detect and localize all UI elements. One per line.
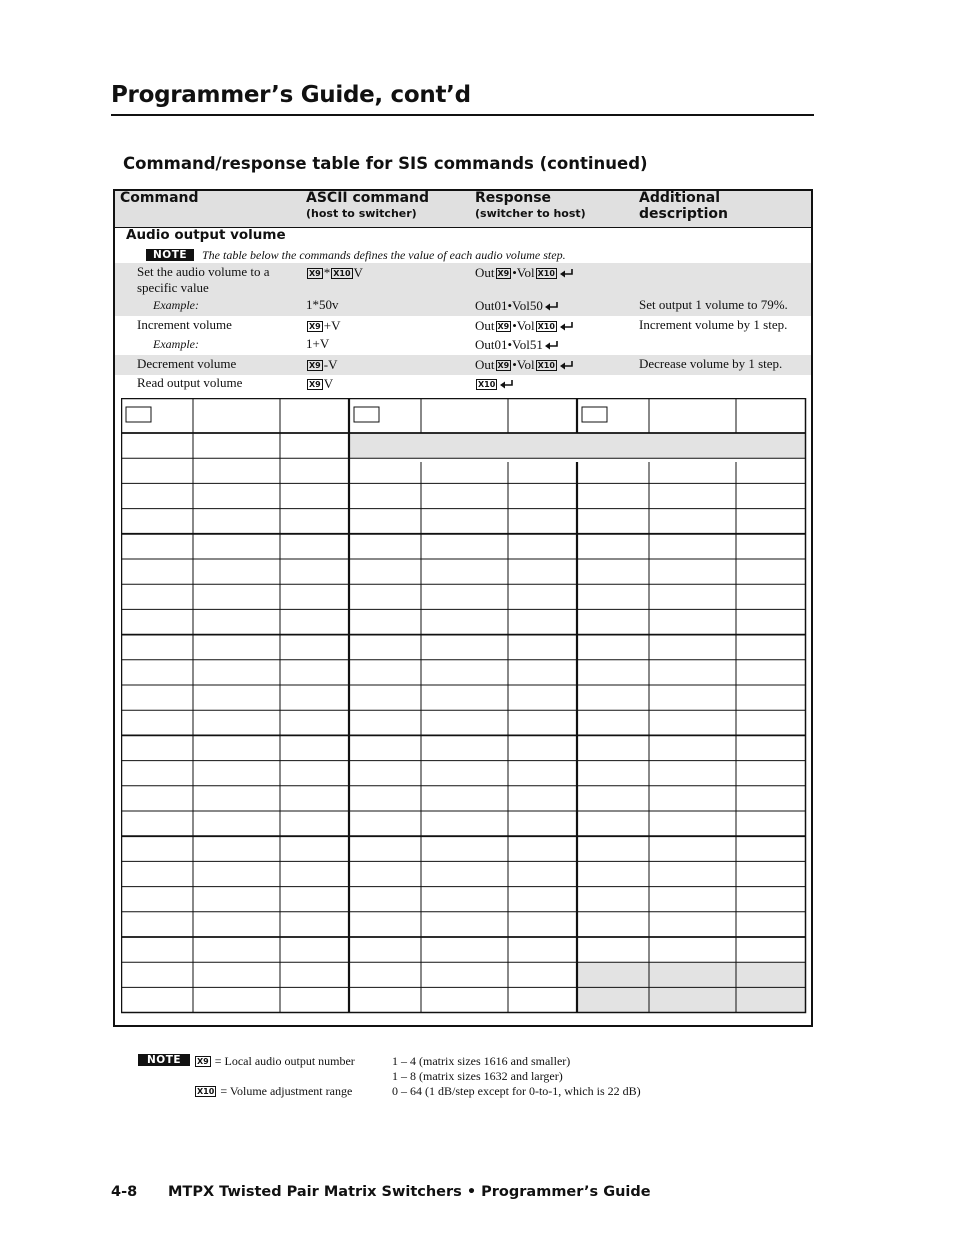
header-ascii: ASCII command (306, 190, 430, 206)
bottom-note-badge: NOTE (138, 1054, 190, 1066)
note-x10-text: = Volume adjustment range (220, 1084, 353, 1098)
resp-mid: •Vol (512, 357, 535, 372)
note-x9-text: = Local audio output number (214, 1054, 355, 1068)
x9-box: X9 (497, 322, 510, 331)
footer-page-number: 4-8 (111, 1184, 138, 1200)
row-set-example-label: Example: (153, 298, 199, 312)
row-dec-desc: Decrease volume by 1 step. (639, 356, 783, 371)
row-set-example-desc: Set output 1 volume to 79%. (639, 297, 788, 312)
header-additional-2: description (639, 206, 728, 222)
resp-prefix: Out (475, 265, 495, 280)
row-inc-example-cmd: 1+V (306, 336, 330, 351)
x9-box: X9 (197, 1057, 209, 1066)
row-dec-label: Decrement volume (137, 356, 237, 371)
group-title: Audio output volume (126, 227, 286, 243)
x10-box: X10 (537, 322, 555, 331)
row-set-label-1: Set the audio volume to a (137, 264, 270, 279)
resp-mid: •Vol (512, 318, 535, 333)
note-badge: NOTE (146, 249, 194, 261)
row-inc-label: Increment volume (137, 317, 232, 332)
note-x9-line (194, 1053, 355, 1069)
x9-box: X9 (309, 361, 321, 370)
header-additional: Additional (639, 190, 720, 206)
cmd-op: * (323, 265, 331, 280)
row-set-label-2: specific value (137, 280, 209, 295)
row-inc-example-label: Example: (153, 337, 199, 351)
row-set-example-cmd: 1*50v (306, 297, 339, 312)
cmd-suffix: +V (323, 318, 341, 333)
page-title: Programmer’s Guide, cont’d (111, 82, 471, 108)
x10-box: X10 (537, 361, 555, 370)
row-inc-desc: Increment volume by 1 step. (639, 317, 788, 332)
header-ascii-sub: (host to switcher) (306, 207, 417, 220)
header-response: Response (475, 190, 552, 206)
example-resp-text: Out01•Vol50 (475, 298, 543, 313)
x9-box: X9 (309, 380, 321, 389)
row-read-label: Read output volume (137, 375, 243, 390)
note-x10-line (194, 1083, 352, 1099)
x10-box: X10 (333, 269, 351, 278)
resp-prefix: Out (475, 318, 495, 333)
note-text: The table below the commands defines the value of each audio volume step. (202, 248, 566, 262)
example-resp-text: Out01•Vol51 (475, 337, 543, 352)
header-response-sub: (switcher to host) (475, 207, 586, 220)
header-command: Command (120, 190, 199, 206)
x9-box: X9 (497, 269, 510, 278)
cmd-suffix: -V (323, 357, 338, 372)
cmd-suffix: V (323, 376, 334, 391)
x10-box: X10 (537, 269, 555, 278)
title-rule (111, 114, 814, 116)
cmd-suffix: V (353, 265, 363, 280)
table-frame (113, 189, 813, 1027)
x9-box: X9 (309, 322, 321, 331)
footer-guide-title: MTPX Twisted Pair Matrix Switchers • Programmer’s Guide (168, 1184, 651, 1200)
section-title: Command/response table for SIS commands (continued) (123, 154, 648, 173)
x10-box: X10 (197, 1087, 215, 1096)
x9-box: X9 (309, 269, 321, 278)
x10-box: X10 (478, 380, 496, 389)
x9-box: X9 (497, 361, 510, 370)
note-x9-range-2: 1 – 8 (matrix sizes 1632 and larger) (392, 1069, 563, 1083)
resp-mid: •Vol (512, 265, 535, 280)
note-x10-range: 0 – 64 (1 dB/step except for 0-to-1, which is 22 dB) (392, 1084, 641, 1098)
resp-prefix: Out (475, 357, 495, 372)
note-x9-range-1: 1 – 4 (matrix sizes 1616 and smaller) (392, 1054, 571, 1068)
